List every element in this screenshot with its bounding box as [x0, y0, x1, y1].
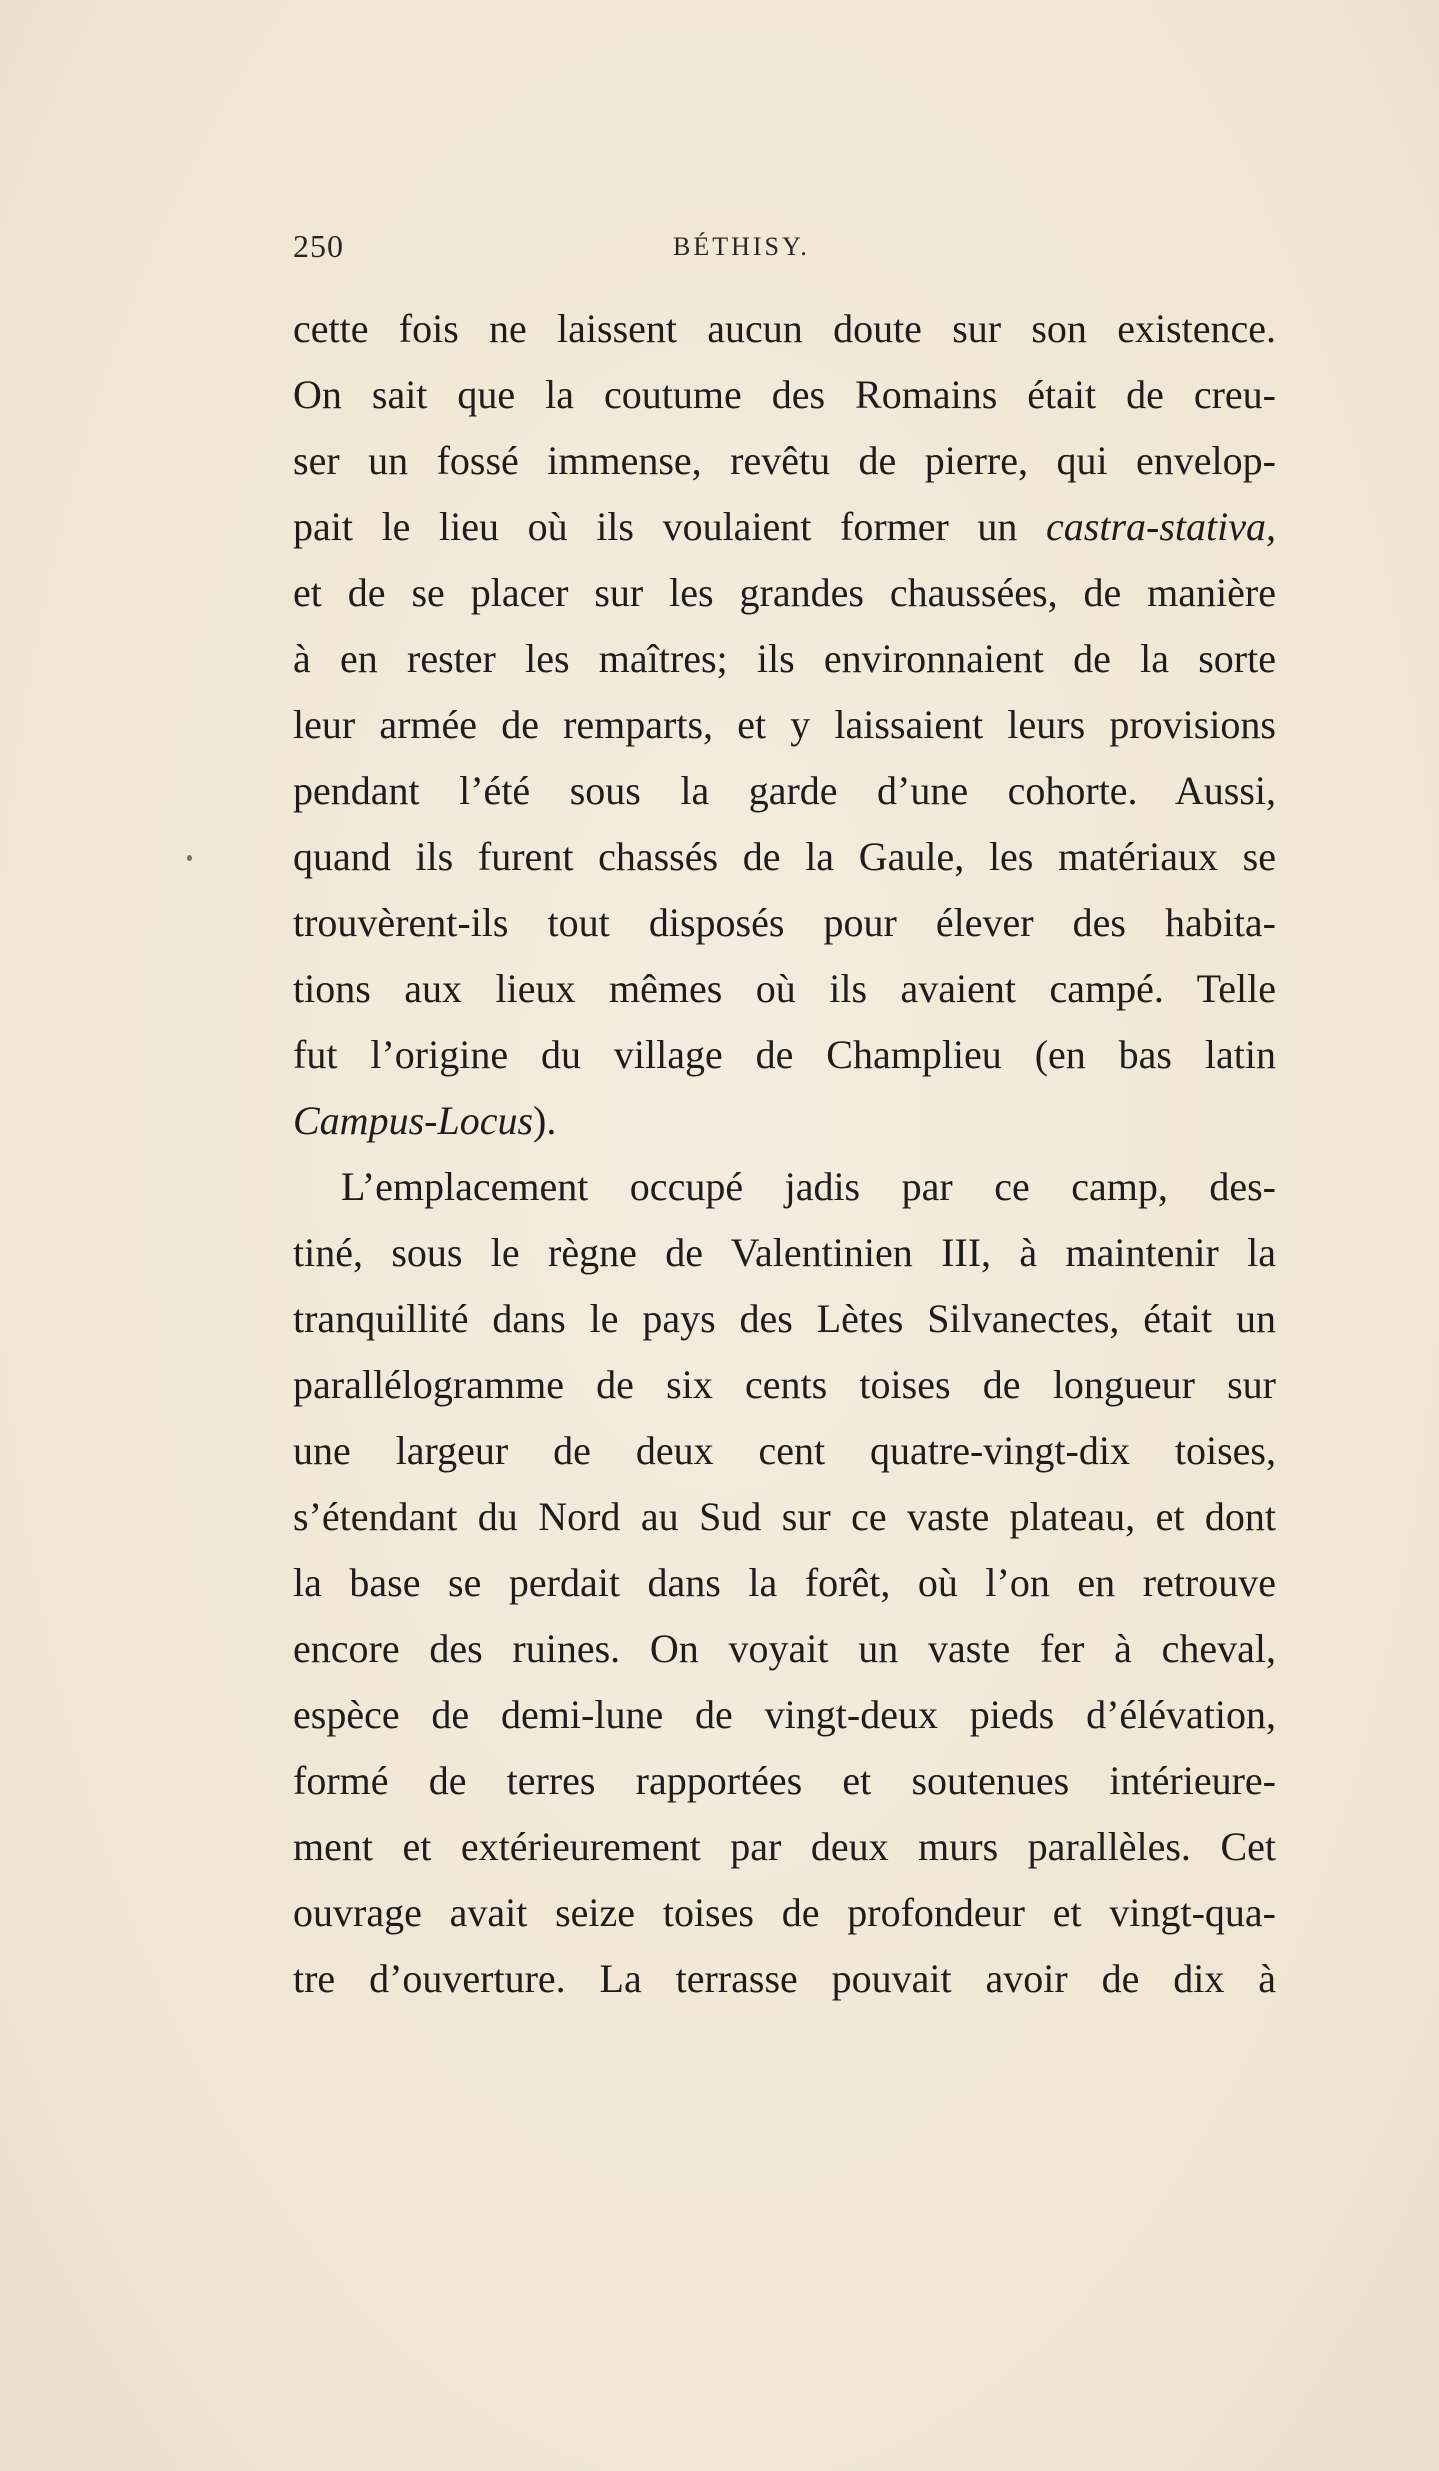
text-line: fut l’origine du village de Champlieu (en bas latin — [293, 1032, 1276, 1077]
text-line: tranquillité dans le pays des Lètes Silvanectes, était un — [293, 1296, 1276, 1341]
text-line: la base se perdait dans la forêt, où l’on en retrouve — [293, 1560, 1276, 1605]
page-header — [293, 228, 1276, 268]
text-line: ment et extérieurement par deux murs parallèles. Cet — [293, 1824, 1276, 1869]
text-line: tre d’ouverture. La terrasse pouvait avoir de dix à — [293, 1956, 1276, 2001]
text-line: ouvrage avait seize toises de profondeur et vingt-qua- — [293, 1890, 1276, 1935]
text-line: et de se placer sur les grandes chaussées, de manière — [293, 570, 1276, 615]
paragraph-2 — [293, 1154, 1276, 2012]
margin-mark — [187, 855, 192, 861]
text-line: quand ils furent chassés de la Gaule, les matériaux se — [293, 834, 1276, 879]
text-line: tiné, sous le règne de Valentinien III, à maintenir la — [293, 1230, 1276, 1275]
text-line: L’emplacement occupé jadis par ce camp, des- — [341, 1164, 1276, 1209]
text-line: On sait que la coutume des Romains était de creu- — [293, 372, 1276, 417]
page-number: 250 — [293, 228, 344, 264]
text-line: espèce de demi-lune de vingt-deux pieds d’élévation, — [293, 1692, 1276, 1737]
text-line: tions aux lieux mêmes où ils avaient campé. Telle — [293, 966, 1276, 1011]
text-line-mixed — [293, 1088, 1276, 1154]
text-line: s’étendant du Nord au Sud sur ce vaste plateau, et dont — [293, 1494, 1276, 1539]
text-line: formé de terres rapportées et soutenues intérieure- — [293, 1758, 1276, 1803]
running-title: BÉTHISY. — [673, 232, 810, 261]
body-text — [293, 296, 1276, 2012]
text-segment: pait le lieu où ils voulaient former un — [293, 504, 1018, 549]
text-line: trouvèrent-ils tout disposés pour élever des habita- — [293, 900, 1276, 945]
text-segment: ). — [533, 1098, 557, 1143]
text-line: à en rester les maîtres; ils environnaient de la sorte — [293, 636, 1276, 681]
text-line: une largeur de deux cent quatre-vingt-dix toises, — [293, 1428, 1276, 1473]
text-line: parallélogramme de six cents toises de longueur sur — [293, 1362, 1276, 1407]
italic-term-campus-locus: Campus-Locus — [293, 1098, 534, 1143]
text-line: cette fois ne laissent aucun doute sur son existence. — [293, 306, 1276, 351]
text-line-mixed — [293, 494, 1276, 560]
paragraph-1 — [293, 296, 1276, 1154]
text-line: encore des ruines. On voyait un vaste fer à cheval, — [293, 1626, 1276, 1671]
text-line: pendant l’été sous la garde d’une cohorte. Aussi, — [293, 768, 1276, 813]
italic-term-castra-stativa: castra-stativa, — [1046, 504, 1277, 549]
text-line: leur armée de remparts, et y laissaient leurs provisions — [293, 702, 1276, 747]
text-line: ser un fossé immense, revêtu de pierre, qui envelop- — [293, 438, 1276, 483]
